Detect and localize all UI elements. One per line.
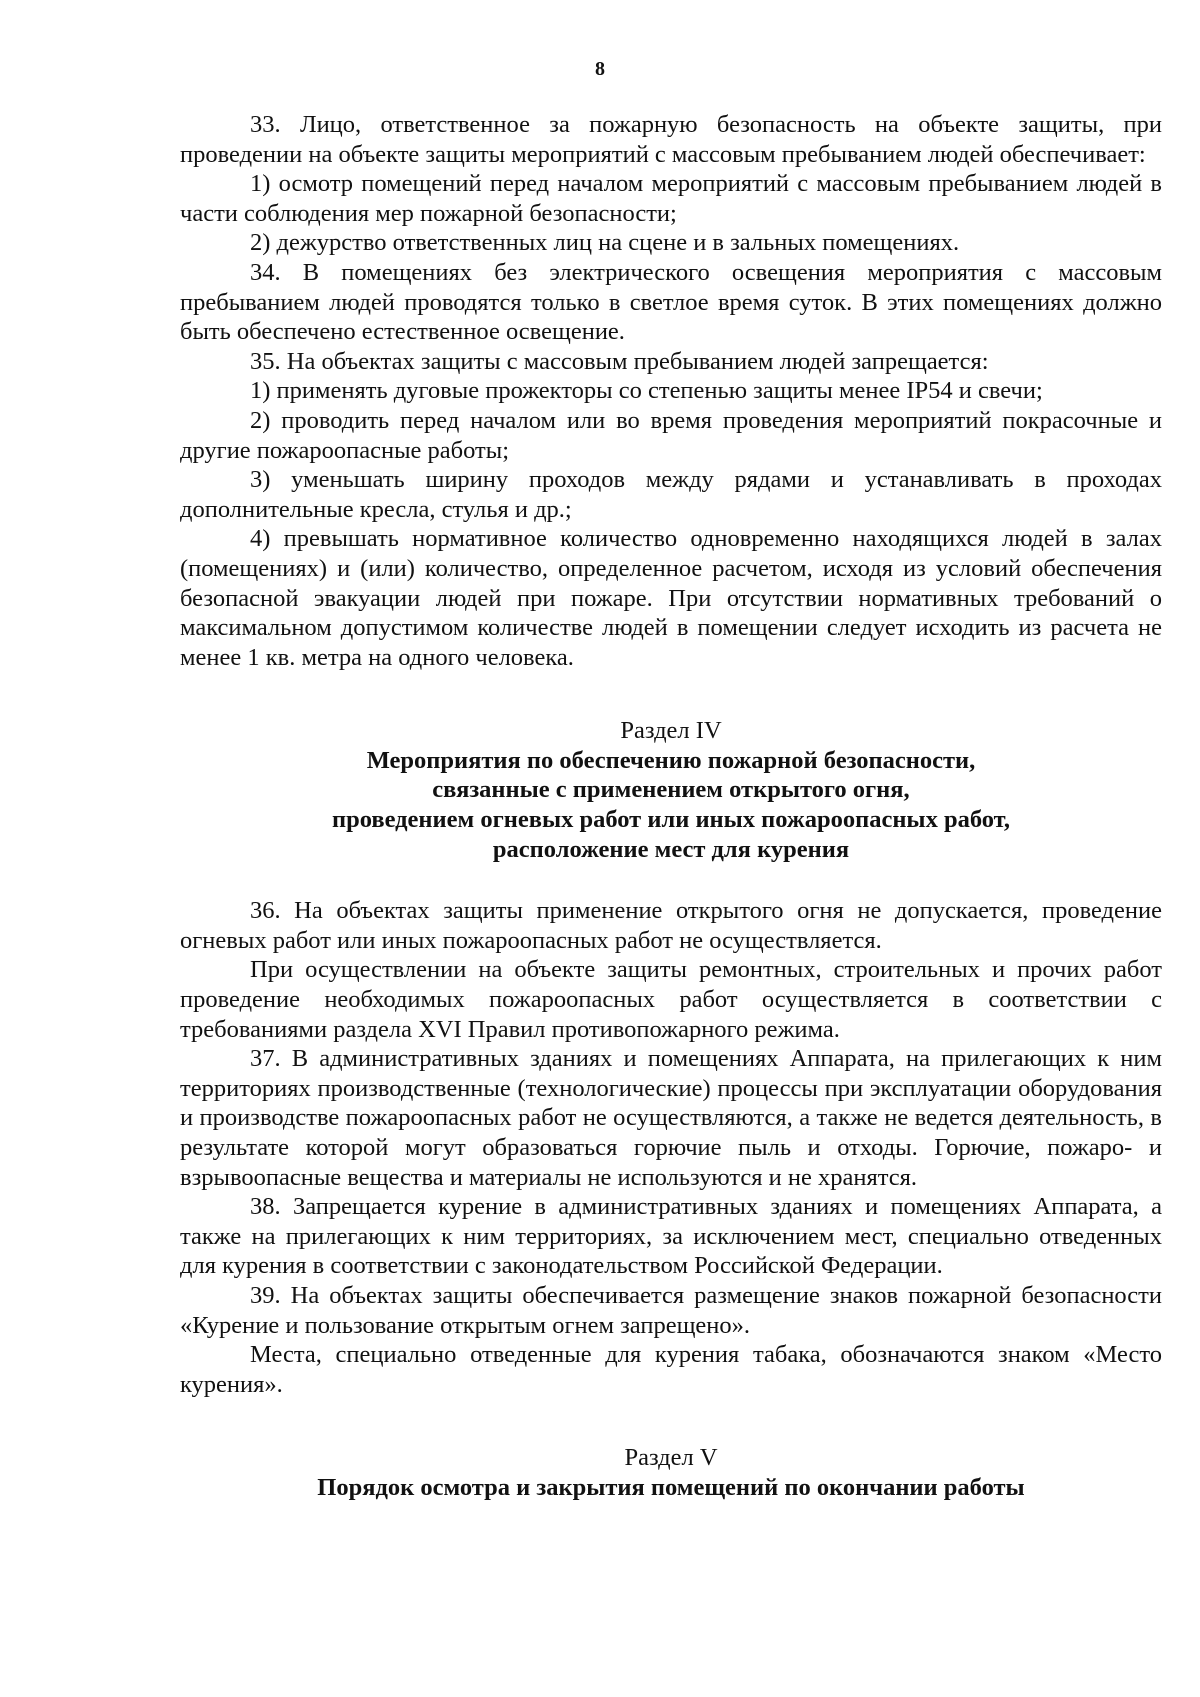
section-5-title-line-1: Порядок осмотра и закрытия помещений по окончании работы (317, 1473, 1025, 1501)
section-4-title-line-1: Мероприятия по обеспечению пожарной безопасности, (366, 746, 976, 774)
paragraph-33: 33. Лицо, ответственное за пожарную безопасность на объекте защиты, при проведении на объекте защиты мероприятий с массовым пребыванием людей обеспечивает: (180, 111, 1162, 168)
paragraph-39-continued: Места, специально отведенные для курения табака, обозначаются знаком «Место курения». (180, 1341, 1162, 1398)
paragraph-35-item-2: 2) проводить перед началом или во время проведения мероприятий покрасочные и другие пожароопасные работы; (180, 406, 1162, 464)
paragraph-33-item-1: 1) осмотр помещений перед началом мероприятий с массовым пребыванием людей в части соблюдения мер пожарной безопасности; (180, 170, 1162, 227)
paragraph-36-continued: При осуществлении на объекте защиты ремонтных, строительных и прочих работ проведение необходимых пожароопасных работ осуществляется в соответствии с требованиями раздела XVI Правил противопожарного режима. (180, 956, 1162, 1043)
paragraph-35: 35. На объектах защиты с массовым пребыванием людей запрещается: (250, 347, 989, 375)
spacer (180, 864, 1162, 896)
page-content (180, 110, 1162, 1503)
section-4-title-line-3: проведением огневых работ или иных пожароопасных работ, (332, 806, 1010, 834)
page-number: 8 (595, 58, 605, 80)
paragraph-39: 39. На объектах защиты обеспечивается размещение знаков пожарной безопасности «Курение и пользование открытым огнем запрещено». (180, 1281, 1162, 1339)
paragraph-33-item-2: 2) дежурство ответственных лиц на сцене и в зальных помещениях. (250, 229, 960, 257)
paragraph-35-item-3: 3) уменьшать ширину проходов между рядами и устанавливать в проходах дополнительные кресла, стулья и др.; (180, 466, 1162, 523)
paragraph-38: 38. Запрещается курение в административных зданиях и помещениях Аппарата, а также на прилегающих к ним территориях, за исключением мест, специально отведенных для курения в соответствии с законодательством Российской Федерации. (180, 1193, 1162, 1280)
section-5-heading: Раздел V (624, 1444, 718, 1472)
section-4-heading: Раздел IV (620, 717, 722, 745)
paragraph-34: 34. В помещениях без электрического освещения мероприятия с массовым пребыванием людей проводятся только в светлое время суток. В этих помещениях должно быть обеспечено естественное освещение. (180, 258, 1162, 346)
section-4-title-line-4: расположение мест для курения (492, 835, 850, 863)
spacer (180, 1399, 1162, 1443)
paragraph-35-item-1: 1) применять дуговые прожекторы со степенью защиты менее IP54 и свечи; (250, 377, 1043, 405)
paragraph-37: 37. В административных зданиях и помещениях Аппарата, на прилегающих к ним территориях производственные (технологические) процессы при эксплуатации оборудования и производстве пожароопасных работ не осуществляются, а также не ведется деятельность, в результате которой могут образоваться горючие пыль и отходы. Горючие, пожаро- и взрывоопасные вещества и материалы не используются и не хранятся. (180, 1045, 1162, 1191)
paragraph-36: 36. На объектах защиты применение открытого огня не допускается, проведение огневых работ или иных пожароопасных работ не осуществляется. (180, 897, 1162, 954)
spacer (180, 672, 1162, 716)
section-4-title-line-2: связанные с применением открытого огня, (432, 776, 910, 804)
paragraph-35-item-4: 4) превышать нормативное количество одновременно находящихся людей в залах (помещениях) и (или) количество, определенное расчетом, исходя из условий обеспечения безопасной эвакуации людей при пожаре. При отсутствии нормативных требований о максимальном допустимом количестве людей в помещении следует исходить из расчета не менее 1 кв. метра на одного человека. (180, 525, 1162, 671)
